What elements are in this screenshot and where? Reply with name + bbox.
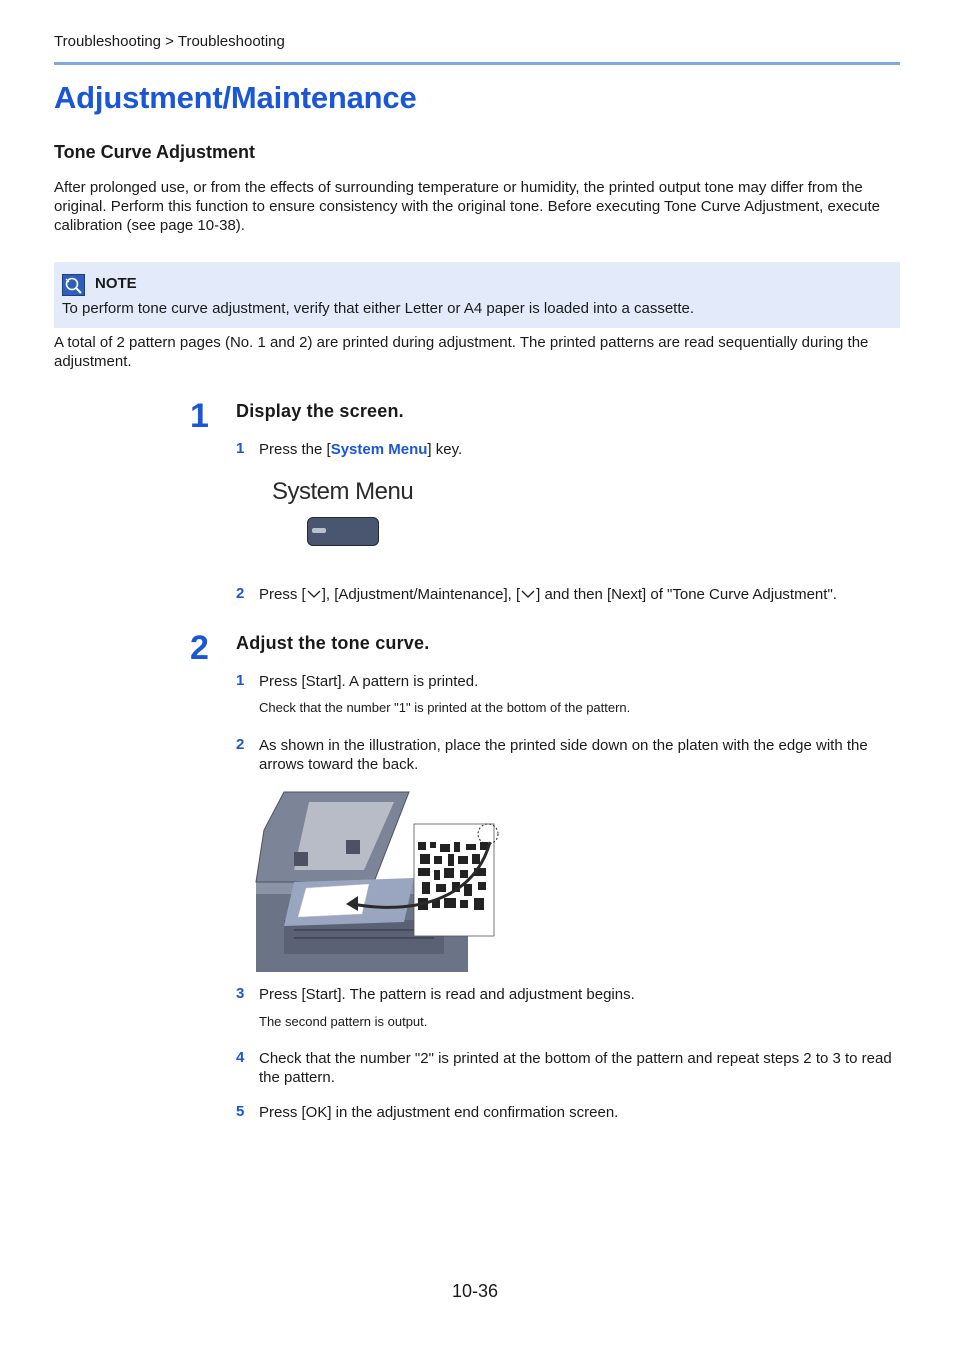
platen-illustration bbox=[254, 790, 504, 974]
section-title: Tone Curve Adjustment bbox=[54, 142, 256, 162]
sub-text-part: Press [ bbox=[259, 586, 306, 603]
step-1-sub-1-number: 1 bbox=[236, 440, 245, 457]
lid-hinge bbox=[294, 852, 308, 866]
step-1-sub-2-text bbox=[259, 585, 899, 605]
step-1-sub-2-number: 2 bbox=[236, 585, 245, 602]
step-1-number: 1 bbox=[190, 397, 209, 435]
step-2-number: 2 bbox=[190, 629, 209, 667]
step-2-sub-1-note: Check that the number "1" is printed at the bottom of the pattern. bbox=[259, 700, 631, 715]
step-2-sub-3-note: The second pattern is output. bbox=[259, 1014, 428, 1029]
breadcrumb: Troubleshooting > Troubleshooting bbox=[54, 33, 285, 50]
step-2-sub-1-text: Press [Start]. A pattern is printed. bbox=[259, 673, 479, 690]
note-title: NOTE bbox=[95, 275, 137, 292]
step-2-sub-2-text: As shown in the illustration, place the printed side down on the platen with the edge with the arrows toward the back. bbox=[259, 737, 868, 773]
step-2-sub-5-text: Press [OK] in the adjustment end confirmation screen. bbox=[259, 1104, 619, 1121]
step-1-sub-1-text bbox=[259, 440, 899, 459]
page-title: Adjustment/Maintenance bbox=[54, 80, 417, 115]
key-indicator bbox=[312, 528, 326, 533]
step-2-title: Adjust the tone curve. bbox=[236, 633, 430, 653]
step-2-sub-3-text: Press [Start]. The pattern is read and adjustment begins. bbox=[259, 986, 635, 1003]
step-2-sub-4-number: 4 bbox=[236, 1049, 245, 1066]
note-icon bbox=[62, 274, 85, 296]
system-menu-label: System Menu bbox=[272, 478, 414, 505]
step-1-title: Display the screen. bbox=[236, 401, 404, 421]
pattern-sheet bbox=[414, 824, 494, 936]
sub-text-part: ] and then [Next] of "Tone Curve Adjustment". bbox=[536, 586, 837, 603]
system-menu-key[interactable] bbox=[307, 517, 379, 546]
intro-paragraph: After prolonged use, or from the effects of surrounding temperature or humidity, the printed output tone may differ from the original. Perform this function to ensure consistency with the original tone. Before executing Tone Curve Adjustment, execute calibration (see page 10-38). bbox=[54, 179, 881, 234]
step-2-sub-5-number: 5 bbox=[236, 1103, 245, 1120]
lid-hinge bbox=[346, 840, 360, 854]
step-2-sub-3-number: 3 bbox=[236, 985, 245, 1002]
page-number: 10-36 bbox=[452, 1281, 499, 1301]
step-2-sub-1-number: 1 bbox=[236, 672, 245, 689]
pattern-info-paragraph: A total of 2 pattern pages (No. 1 and 2) are printed during adjustment. The printed patterns are read sequentially during the adjustment. bbox=[54, 334, 869, 370]
note-text: To perform tone curve adjustment, verify that either Letter or A4 paper is loaded into a cassette. bbox=[62, 300, 695, 317]
note-box bbox=[54, 262, 900, 328]
placed-pattern-sheet bbox=[298, 884, 369, 917]
system-menu-key-label: System Menu bbox=[330, 441, 428, 458]
header-rule bbox=[54, 62, 900, 65]
step-2-sub-2-number: 2 bbox=[236, 736, 245, 753]
sub-text-part: Press the [ bbox=[259, 441, 331, 458]
sub-text-part: ] key. bbox=[427, 441, 463, 458]
step-2-sub-4-text: Check that the number "2" is printed at the bottom of the pattern and repeat steps 2 to 3 to read the pattern. bbox=[259, 1050, 892, 1086]
chevron-down-icon bbox=[520, 586, 536, 605]
sub-text-part: ], [Adjustment/Maintenance], [ bbox=[321, 586, 521, 603]
chevron-down-icon bbox=[306, 586, 322, 605]
